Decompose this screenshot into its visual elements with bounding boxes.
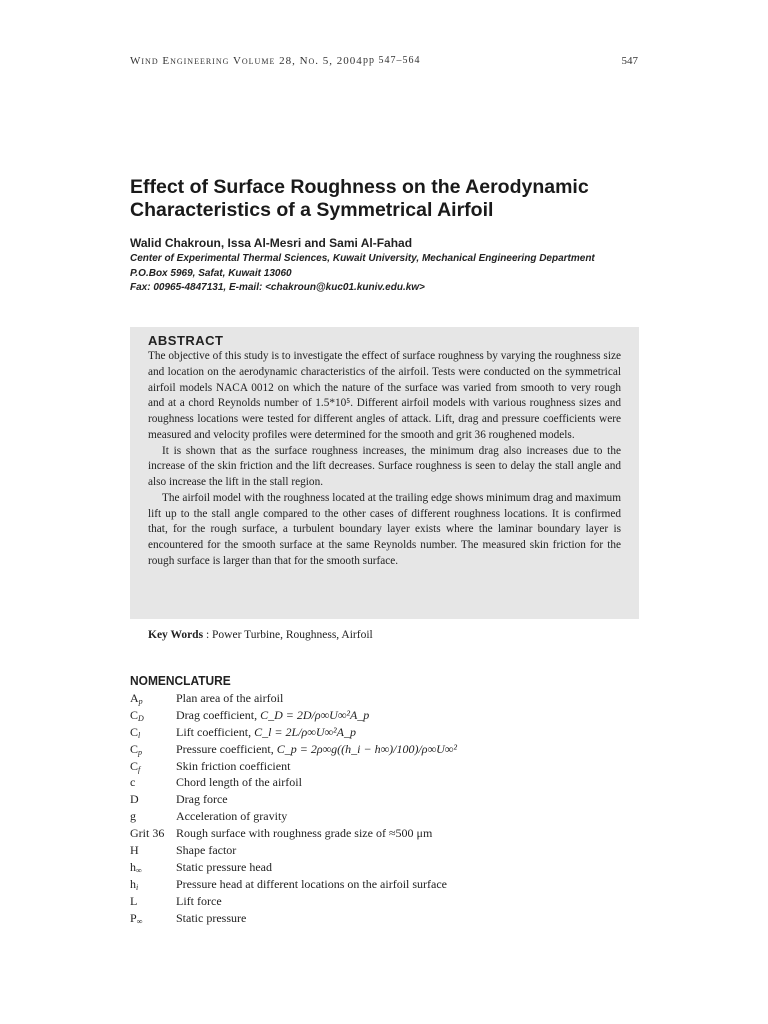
nomenclature-list	[130, 690, 630, 926]
keywords-separator: :	[203, 629, 213, 641]
abstract-body	[148, 349, 621, 570]
paper-title	[130, 176, 650, 222]
nomenclature-definition: Static pressure head	[176, 859, 272, 874]
nomenclature-symbol: Grit 36	[130, 826, 165, 841]
running-header	[130, 55, 638, 69]
formula: C_p = 2ρ∞g((h_i − h∞)/100)/ρ∞U∞²	[276, 741, 457, 756]
formula: C_l = 2L/ρ∞U∞²A_p	[254, 724, 356, 739]
nomenclature-definition: Rough surface with roughness grade size of ≈500 μm	[176, 826, 433, 841]
affiliation	[130, 252, 650, 296]
nomenclature-row	[130, 707, 630, 724]
nomenclature-symbol: $A_p$	[130, 691, 143, 706]
nomenclature-symbol: $h_\infty$	[130, 859, 142, 875]
abstract-paragraph: It is shown that as the surface roughness increases, the minimum drag also increases due to the increase of the skin friction and the lift decreases. Surface roughness is seen to delay the stall angle and also increase the lift in the stall region.	[148, 444, 621, 488]
nomenclature-row	[130, 893, 630, 910]
nomenclature-definition: Acceleration of gravity	[176, 809, 288, 824]
nomenclature-row	[130, 774, 630, 791]
authors: Walid Chakroun, Issa Al-Mesri and Sami Al-Fahad	[130, 236, 413, 250]
page-range: pp 547–564	[363, 55, 421, 66]
nomenclature-symbol: $C_D$	[130, 707, 144, 723]
nomenclature-row	[130, 910, 630, 927]
journal-citation: Wind Engineering Volume 28, No. 5, 2004	[130, 55, 363, 67]
nomenclature-definition: Lift coefficient, C_l = 2L/ρ∞U∞²A_p	[176, 724, 356, 739]
abstract-paragraph: The objective of this study is to investigate the effect of surface roughness by varying the roughness size and location on the aerodynamic characteristics of the airfoil. Tests were conducted on the symmetrical airfoil models NACA 0012 on which the nature of the surface was varied from smooth to very rough and at a chord Reynolds number of 1.5*10⁵. Different airfoil models with various roughness sizes and roughness locations were tested for different angles of attack. Lift, drag and pressure coefficients were measured and velocity profiles were determined for the smooth and grit 36 roughened models.	[148, 350, 621, 441]
nomenclature-row	[130, 859, 630, 876]
nomenclature-symbol: H	[130, 843, 139, 858]
nomenclature-symbol: D	[130, 792, 139, 807]
nomenclature-definition: Pressure head at different locations on the airfoil surface	[176, 876, 448, 891]
nomenclature-row	[130, 758, 630, 775]
nomenclature-symbol: $C_f$	[130, 758, 141, 774]
nomenclature-symbol: $P_\infty$	[130, 910, 143, 926]
nomenclature-definition: Skin friction coefficient	[176, 758, 291, 773]
nomenclature-row	[130, 842, 630, 859]
formula: C_D = 2D/ρ∞U∞²A_p	[260, 707, 370, 722]
affiliation-line: P.O.Box 5969, Safat, Kuwait 13060	[130, 267, 292, 279]
nomenclature-row	[130, 825, 630, 842]
nomenclature-definition: Lift force	[176, 893, 222, 908]
nomenclature-definition: Chord length of the airfoil	[176, 775, 302, 790]
keywords-label: Key Words	[148, 629, 204, 641]
title-line: Characteristics of a Symmetrical Airfoil	[130, 199, 494, 221]
nomenclature-row	[130, 876, 630, 893]
nomenclature-definition: Static pressure	[176, 910, 247, 925]
nomenclature-symbol: $C_l$	[130, 724, 141, 740]
nomenclature-heading: NOMENCLATURE	[130, 673, 231, 688]
nomenclature-definition: Drag force	[176, 792, 228, 807]
nomenclature-row	[130, 724, 630, 741]
page-number: 547	[621, 55, 638, 67]
nomenclature-definition: Shape factor	[176, 843, 237, 858]
nomenclature-row	[130, 808, 630, 825]
keywords	[148, 629, 373, 641]
title-line: Effect of Surface Roughness on the Aerodynamic	[130, 176, 589, 198]
nomenclature-row	[130, 690, 630, 707]
keywords-value: Power Turbine, Roughness, Airfoil	[212, 629, 373, 641]
abstract-heading: ABSTRACT	[148, 333, 224, 348]
affiliation-line: Fax: 00965-4847131, E-mail: <chakroun@kuc01.kuniv.edu.kw>	[130, 282, 425, 293]
affiliation-line: Center of Experimental Thermal Sciences, Kuwait University, Mechanical Engineering Department	[130, 253, 595, 264]
nomenclature-symbol: $h_i$	[130, 876, 139, 892]
nomenclature-definition: Pressure coefficient, C_p = 2ρ∞g((h_i − h∞)/100)/ρ∞U∞²	[176, 741, 457, 756]
nomenclature-symbol: L	[130, 893, 138, 908]
nomenclature-definition: Drag coefficient, C_D = 2D/ρ∞U∞²A_p	[176, 707, 370, 722]
abstract-paragraph: The airfoil model with the roughness located at the trailing edge shows minimum drag and maximum lift up to the stall angle compared to the other cases of different roughness locations. It is confirmed that, for the rough surface, a turbulent boundary layer exists where the laminar boundary layer is encountered for the smooth surface at the same Reynolds number. The measured skin friction for the rough surface is larger than that for the smooth surface.	[148, 491, 621, 567]
nomenclature-symbol: c	[130, 775, 136, 790]
nomenclature-row	[130, 791, 630, 808]
nomenclature-symbol: $C_p$	[130, 741, 143, 757]
nomenclature-row	[130, 741, 630, 758]
nomenclature-definition: Plan area of the airfoil	[176, 691, 284, 705]
nomenclature-symbol: g	[130, 809, 136, 824]
